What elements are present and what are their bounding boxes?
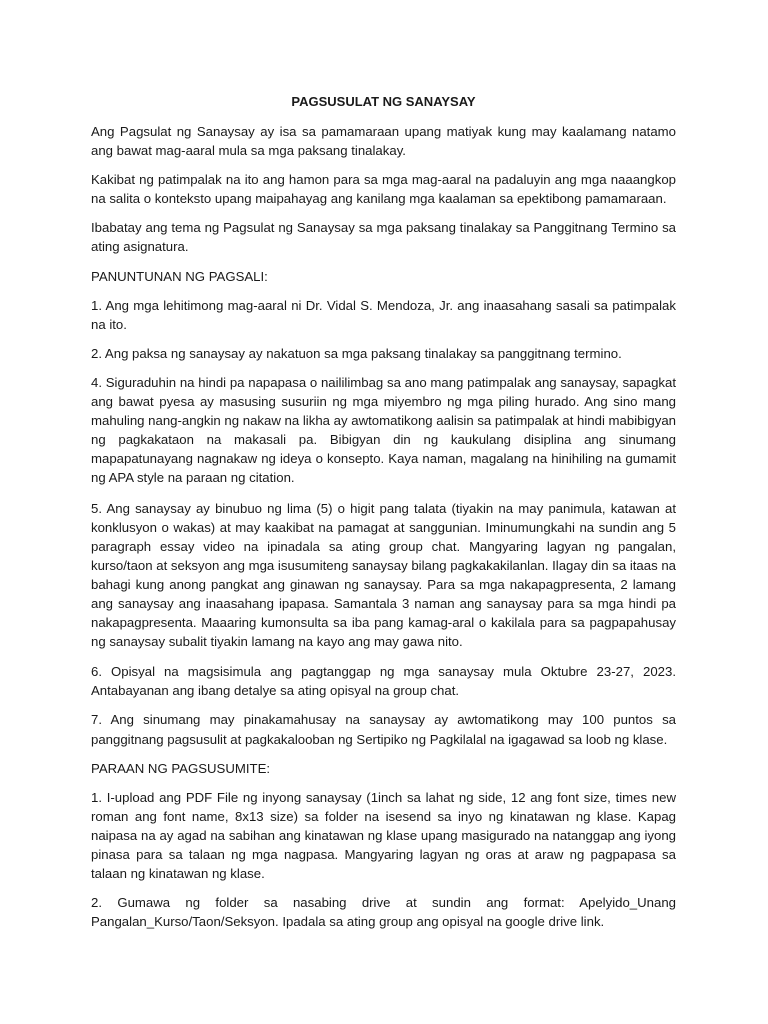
intro-paragraph: Kakibat ng patimpalak na ito ang hamon para sa mga mag-aaral na padaluyin ang mga naaangkop na salita o konteksto upang maipahayag ang kanilang mga kaalaman sa epektibong pamamaraan. [91, 172, 676, 207]
document-title: PAGSUSULAT NG SANAYSAY [291, 94, 476, 109]
submission-heading: PARAAN NG PAGSUSUMITE: [91, 760, 271, 776]
rules-heading: PANUNTUNAN NG PAGSALI: [91, 268, 268, 284]
rule-item: 4. Siguraduhin na hindi pa napapasa o naililimbag sa ano mang patimpalak ang sanaysay, sapagkat ang bawat pyesa ay masusing susuriin ng mga miyembro ng mga piling hurado. Ang sino mang mahuling nang-angkin ng nakaw na likha ay awtomatikong aalisin sa patimpalak at hindi mabibigyan ng pagkakataon na makasali pa. Bibigyan din ng kaukulang disiplina ang sinumang mapapatunayang nagnakaw ng ideya o konsepto. Kaya naman, magalang na hinihiling na gumamit ng APA style na paraan ng citation. [91, 374, 677, 486]
submission-item: 2. Gumawa ng folder sa nasabing drive at sundin ang format: Apelyido_Unang Pangalan_Kurso/Taon/Seksyon. Ipadala sa ating group ang opisyal na google drive link. [91, 895, 676, 930]
rule-item: 6. Opisyal na magsisimula ang pagtanggap ng mga sanaysay mula Oktubre 23-27, 2023. Antabayanan ang ibang detalye sa ating opisyal na group chat. [91, 664, 676, 699]
intro-paragraph: Ang Pagsulat ng Sanaysay ay isa sa pamamaraan upang matiyak kung may kaalamang natamo ang bawat mag-aaral mula sa mga paksang tinalakay. [91, 124, 676, 159]
rule-item: 2. Ang paksa ng sanaysay ay nakatuon sa mga paksang tinalakay sa panggitnang termino. [91, 345, 622, 361]
rule-item: 1. Ang mga lehitimong mag-aaral ni Dr. Vidal S. Mendoza, Jr. ang inaasahang sasali sa patimpalak na ito. [91, 297, 676, 332]
submission-item: 1. I-upload ang PDF File ng inyong sanaysay (1inch sa lahat ng side, 12 ang font size, times new roman ang font name, 8x13 size) sa folder na isesend sa inyo ng kinatawan ng klase. Kapag naipasa na ay agad na sabihan ang kinatawan ng klase upang masigurado na natanggap ang iyong pinasa para sa talaan ng mga nagpasa. Mangyaring lagyan ng oras at araw ng pagpapasa sa talaan ng kinatawan ng klase. [91, 789, 676, 882]
intro-paragraph: Ibabatay ang tema ng Pagsulat ng Sanaysay sa mga paksang tinalakay sa Panggitnang Termino sa ating asignatura. [91, 220, 676, 255]
rule-item: 7. Ang sinumang may pinakamahusay na sanaysay ay awtomatikong may 100 puntos sa panggitnang pagsusulit at pagkakalooban ng Sertipiko ng Pagkilalal na igagawad sa loob ng klase. [91, 712, 676, 747]
rule-item: 5. Ang sanaysay ay binubuo ng lima (5) o higit pang talata (tiyakin na may panimula, katawan at konklusyon o wakas) at may kaakibat na pamagat at sanggunian. Iminumungkahi na sundin ang 5 paragraph essay video na ipinadala sa ating group chat. Mangyaring lagyan ng pangalan, kurso/taon at seksyon ang mga isusumiteng sanaysay bilang pagkakakilanlan. Ilagay din sa itaas na bahagi kung anong pangkat ang ginawan ng sanaysay. Para sa mga nakapagpresenta, 2 lamang ang sanaysay ang inaasahang ipapasa. Samantala 3 naman ang sanaysay para sa mga hindi pa nakapagpresenta. Maaaring kumonsulta sa iba pang kamag-aral o kakilala para sa pagpapahusay ng sanaysay subalit tiyakin lamang na kayo ang may gawa nito. [91, 500, 677, 650]
